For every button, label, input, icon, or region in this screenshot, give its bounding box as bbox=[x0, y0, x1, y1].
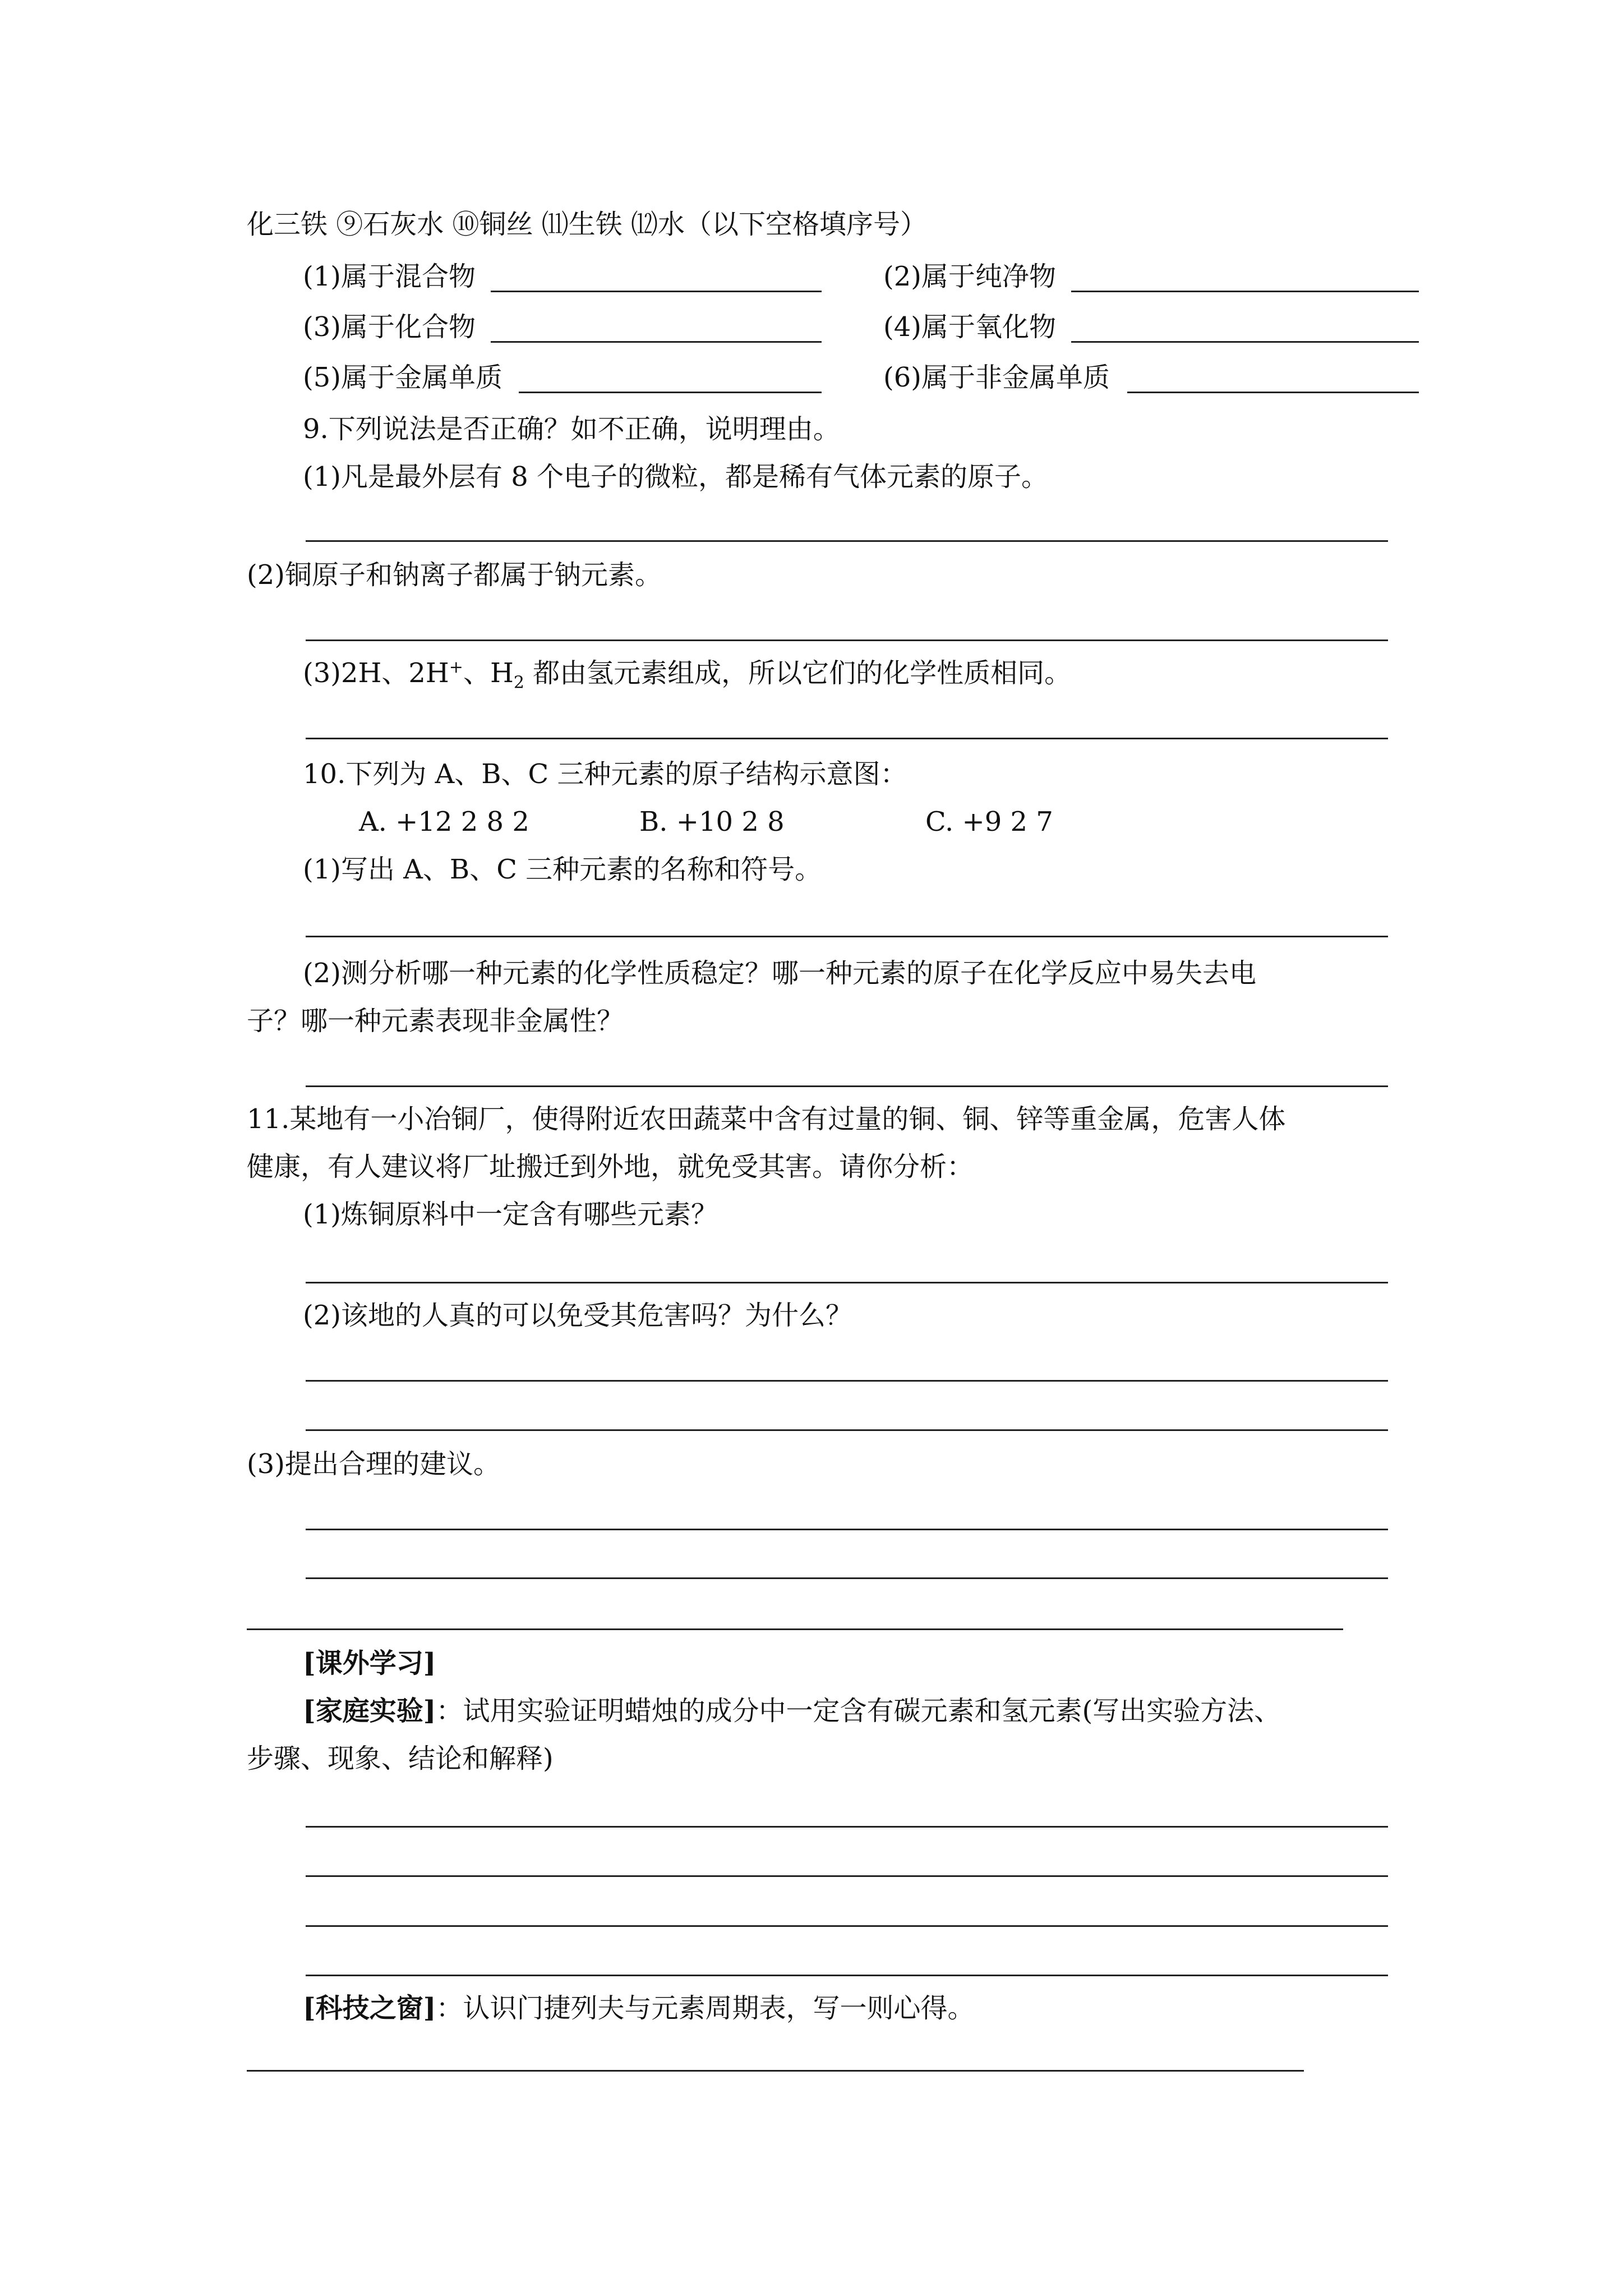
q8-item-6-label: (6)属于非金属单质 bbox=[883, 362, 1110, 393]
home-experiment: [家庭实验]：试用实验证明蜡烛的成分中一定含有碳元素和氢元素(写出实验方法、 bbox=[303, 1695, 1281, 1727]
atom-diagram-b: B. +10 2 8 bbox=[639, 806, 785, 838]
atom-diagram-a: A. +12 2 8 2 bbox=[359, 806, 529, 838]
home-experiment-label: [家庭实验] bbox=[303, 1695, 436, 1727]
home-experiment-line-2: 步骤、现象、结论和解释) bbox=[247, 1743, 554, 1774]
q8-item-4-label: (4)属于氧化物 bbox=[883, 311, 1056, 343]
q9-answer-line-1[interactable] bbox=[306, 540, 1388, 542]
home-answer-line-3[interactable] bbox=[306, 1925, 1388, 1927]
q8-item-5-label: (5)属于金属单质 bbox=[303, 362, 502, 393]
tech-window: [科技之窗]：认识门捷列夫与元素周期表，写一则心得。 bbox=[303, 1993, 975, 2024]
q10-part-2-line-1: (2)测分析哪一种元素的化学性质稳定？哪一种元素的原子在化学反应中易失去电 bbox=[303, 958, 1256, 989]
home-answer-line-2[interactable] bbox=[306, 1875, 1388, 1877]
q10-part-2-line-2: 子？哪一种元素表现非金属性？ bbox=[247, 1005, 624, 1037]
q8-item-5-blank[interactable] bbox=[519, 392, 822, 393]
q9-statement-3: (3)2H、2H+、$H_2$ 都由氢元素组成，所以它们的化学性质相同。 bbox=[303, 657, 1072, 693]
q8-item-4-blank[interactable] bbox=[1071, 341, 1419, 343]
home-answer-line-1[interactable] bbox=[306, 1826, 1388, 1828]
q9-statement-1: (1)凡是最外层有 8 个电子的微粒，都是稀有气体元素的原子。 bbox=[303, 461, 1049, 493]
q11-answer-line-2b[interactable] bbox=[306, 1429, 1388, 1431]
q8-item-1-blank[interactable] bbox=[491, 291, 822, 292]
q8-item-6-blank[interactable] bbox=[1127, 392, 1419, 393]
q8-intro: 化三铁 ⑨石灰水 ⑩铜丝 ⑾生铁 ⑿水（以下空格填序号） bbox=[247, 209, 928, 240]
q9-statement-2: (2)铜原子和钠离子都属于钠元素。 bbox=[247, 559, 662, 591]
q8-item-3-blank[interactable] bbox=[491, 341, 822, 343]
q11-answer-line-3b[interactable] bbox=[306, 1577, 1388, 1579]
q11-part-1: (1)炼铜原料中一定含有哪些元素？ bbox=[303, 1199, 718, 1230]
q8-item-2-blank[interactable] bbox=[1071, 291, 1419, 292]
tech-answer-line[interactable] bbox=[247, 2070, 1304, 2072]
q8-item-1-label: (1)属于混合物 bbox=[303, 261, 476, 292]
q10-answer-line-2[interactable] bbox=[306, 1085, 1388, 1087]
q9-answer-line-2[interactable] bbox=[306, 639, 1388, 641]
q9-answer-line-3[interactable] bbox=[306, 738, 1388, 739]
q10-answer-line-1[interactable] bbox=[306, 936, 1388, 937]
q8-item-3-label: (3)属于化合物 bbox=[303, 311, 476, 343]
q11-answer-line-2a[interactable] bbox=[306, 1380, 1388, 1382]
extra-heading: [课外学习] bbox=[303, 1648, 436, 1679]
tech-window-label: [科技之窗] bbox=[303, 1993, 436, 2024]
atom-diagram-c: C. +9 2 7 bbox=[925, 806, 1053, 838]
q11-stem-line-1: 11.某地有一小冶铜厂，使得附近农田蔬菜中含有过量的铜、铜、锌等重金属，危害人体 bbox=[247, 1103, 1286, 1135]
q11-answer-line-3a[interactable] bbox=[306, 1529, 1388, 1530]
home-answer-line-4[interactable] bbox=[306, 1975, 1388, 1976]
q10-title: 10.下列为 A、B、C 三种元素的原子结构示意图： bbox=[303, 758, 907, 790]
section-divider bbox=[247, 1628, 1343, 1630]
q11-part-3: (3)提出合理的建议。 bbox=[247, 1448, 500, 1480]
q8-item-2-label: (2)属于纯净物 bbox=[883, 261, 1056, 292]
q9-title: 9.下列说法是否正确？如不正确，说明理由。 bbox=[303, 413, 840, 445]
q11-part-2: (2)该地的人真的可以免受其危害吗？为什么？ bbox=[303, 1300, 852, 1331]
q10-part-1: (1)写出 A、B、C 三种元素的名称和符号。 bbox=[303, 854, 822, 885]
q11-stem-line-2: 健康，有人建议将厂址搬迁到外地，就免受其害。请你分析： bbox=[247, 1151, 974, 1182]
q11-answer-line-1[interactable] bbox=[306, 1282, 1388, 1283]
